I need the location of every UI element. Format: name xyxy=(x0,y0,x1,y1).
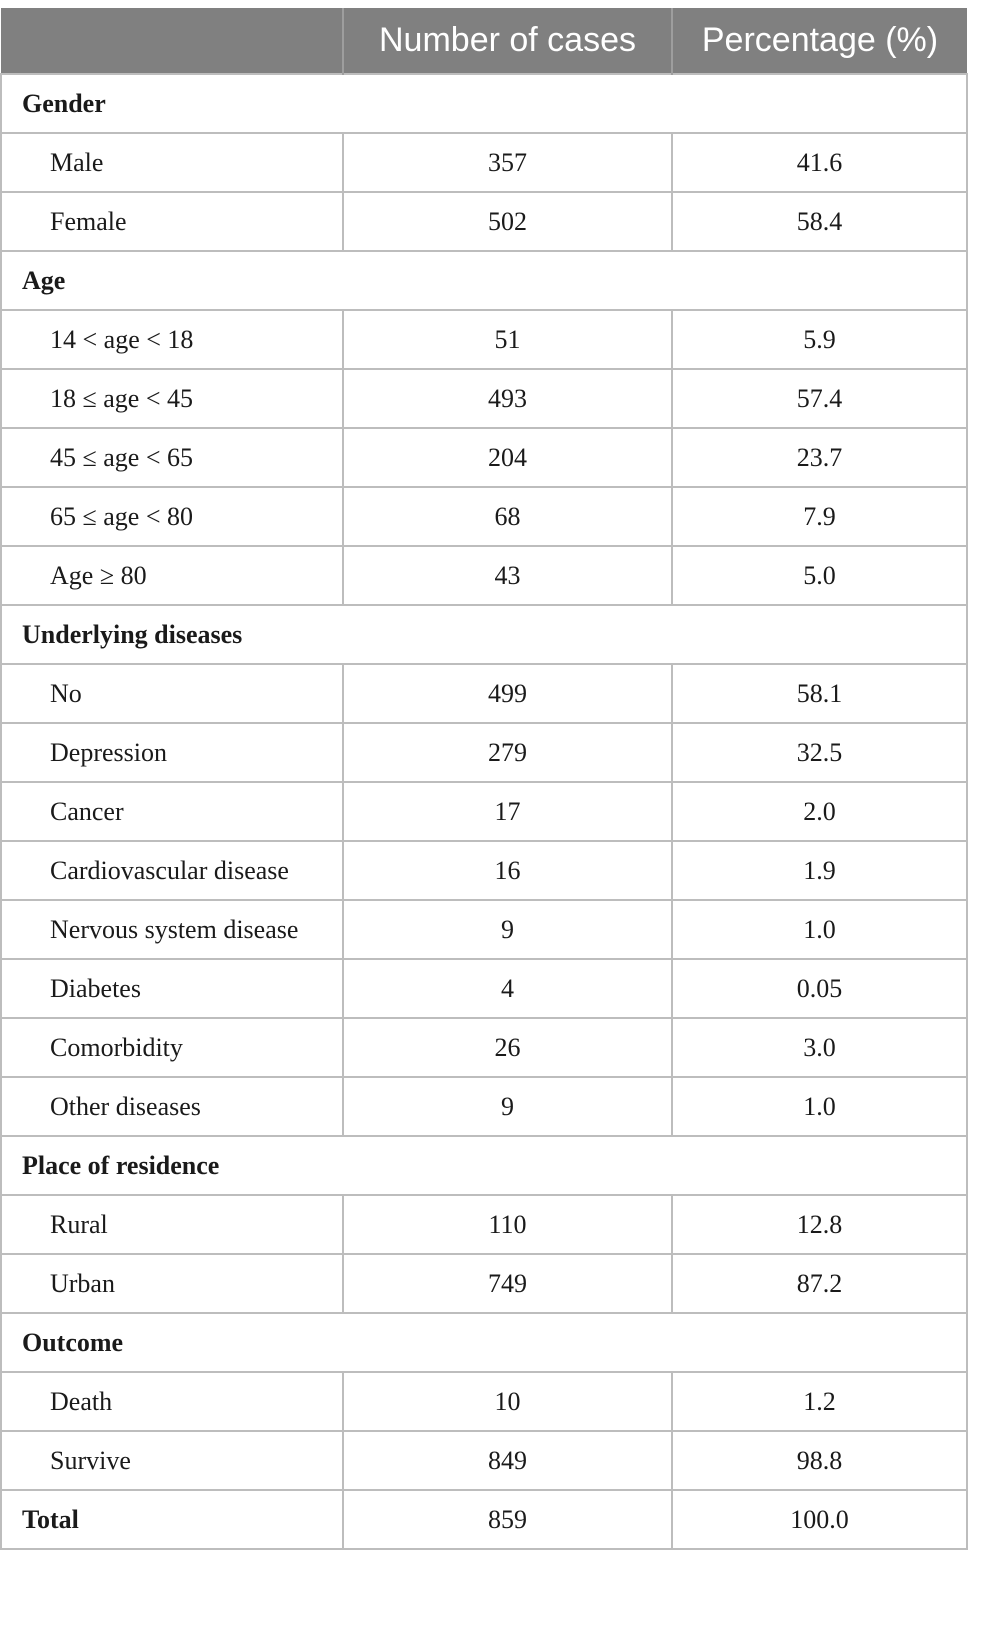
row-cases: 43 xyxy=(343,546,672,605)
row-label: Nervous system disease xyxy=(1,900,343,959)
row-label: Age ≥ 80 xyxy=(1,546,343,605)
row-label: 14 < age < 18 xyxy=(1,310,343,369)
table-row xyxy=(1,664,967,723)
section-title: Place of residence xyxy=(1,1136,967,1195)
table-row xyxy=(1,1254,967,1313)
table-row xyxy=(1,900,967,959)
section-title: Gender xyxy=(1,74,967,133)
table-row xyxy=(1,723,967,782)
row-label: Depression xyxy=(1,723,343,782)
row-label: 45 ≤ age < 65 xyxy=(1,428,343,487)
row-cases: 110 xyxy=(343,1195,672,1254)
table-row xyxy=(1,1018,967,1077)
row-percentage: 1.0 xyxy=(672,1077,967,1136)
row-label: No xyxy=(1,664,343,723)
table-row xyxy=(1,546,967,605)
row-percentage: 57.4 xyxy=(672,369,967,428)
header-empty xyxy=(1,8,343,74)
row-cases: 10 xyxy=(343,1372,672,1431)
row-percentage: 7.9 xyxy=(672,487,967,546)
row-label: Survive xyxy=(1,1431,343,1490)
row-cases: 26 xyxy=(343,1018,672,1077)
row-cases: 749 xyxy=(343,1254,672,1313)
header-row xyxy=(1,8,967,74)
table-row xyxy=(1,959,967,1018)
row-percentage: 3.0 xyxy=(672,1018,967,1077)
row-percentage: 58.1 xyxy=(672,664,967,723)
row-cases: 357 xyxy=(343,133,672,192)
table-row xyxy=(1,1431,967,1490)
row-label: 65 ≤ age < 80 xyxy=(1,487,343,546)
row-label: Cancer xyxy=(1,782,343,841)
row-cases: 17 xyxy=(343,782,672,841)
section-row xyxy=(1,251,967,310)
table-row xyxy=(1,1077,967,1136)
row-label: Urban xyxy=(1,1254,343,1313)
table-row xyxy=(1,487,967,546)
header-percentage: Percentage (%) xyxy=(672,8,967,74)
table-row xyxy=(1,1372,967,1431)
row-cases: 68 xyxy=(343,487,672,546)
row-cases: 9 xyxy=(343,1077,672,1136)
row-cases: 204 xyxy=(343,428,672,487)
row-percentage: 5.9 xyxy=(672,310,967,369)
row-percentage: 2.0 xyxy=(672,782,967,841)
case-characteristics-table xyxy=(0,8,968,1550)
section-row xyxy=(1,605,967,664)
row-percentage: 87.2 xyxy=(672,1254,967,1313)
table-container xyxy=(0,8,966,1550)
table-row xyxy=(1,782,967,841)
row-percentage: 12.8 xyxy=(672,1195,967,1254)
section-title: Underlying diseases xyxy=(1,605,967,664)
table-row xyxy=(1,192,967,251)
row-percentage: 41.6 xyxy=(672,133,967,192)
row-cases: 849 xyxy=(343,1431,672,1490)
row-cases: 499 xyxy=(343,664,672,723)
row-percentage: 98.8 xyxy=(672,1431,967,1490)
table-row xyxy=(1,310,967,369)
row-percentage: 0.05 xyxy=(672,959,967,1018)
section-row xyxy=(1,1313,967,1372)
table-row xyxy=(1,1195,967,1254)
section-row xyxy=(1,74,967,133)
row-label: Cardiovascular disease xyxy=(1,841,343,900)
total-label: Total xyxy=(1,1490,343,1549)
row-label: 18 ≤ age < 45 xyxy=(1,369,343,428)
row-cases: 51 xyxy=(343,310,672,369)
row-cases: 9 xyxy=(343,900,672,959)
row-percentage: 1.9 xyxy=(672,841,967,900)
row-cases: 493 xyxy=(343,369,672,428)
row-percentage: 5.0 xyxy=(672,546,967,605)
table-body xyxy=(1,74,967,1549)
row-label: Other diseases xyxy=(1,1077,343,1136)
row-percentage: 1.0 xyxy=(672,900,967,959)
total-cases: 859 xyxy=(343,1490,672,1549)
row-label: Diabetes xyxy=(1,959,343,1018)
row-percentage: 23.7 xyxy=(672,428,967,487)
row-cases: 4 xyxy=(343,959,672,1018)
row-percentage: 1.2 xyxy=(672,1372,967,1431)
row-label: Death xyxy=(1,1372,343,1431)
table-row xyxy=(1,133,967,192)
table-row xyxy=(1,369,967,428)
section-row xyxy=(1,1136,967,1195)
header-number-of-cases: Number of cases xyxy=(343,8,672,74)
table-row xyxy=(1,841,967,900)
row-percentage: 32.5 xyxy=(672,723,967,782)
section-title: Outcome xyxy=(1,1313,967,1372)
total-row xyxy=(1,1490,967,1549)
row-percentage: 58.4 xyxy=(672,192,967,251)
row-label: Rural xyxy=(1,1195,343,1254)
row-label: Comorbidity xyxy=(1,1018,343,1077)
row-cases: 16 xyxy=(343,841,672,900)
row-cases: 279 xyxy=(343,723,672,782)
row-label: Female xyxy=(1,192,343,251)
row-label: Male xyxy=(1,133,343,192)
row-cases: 502 xyxy=(343,192,672,251)
table-row xyxy=(1,428,967,487)
total-percentage: 100.0 xyxy=(672,1490,967,1549)
section-title: Age xyxy=(1,251,967,310)
